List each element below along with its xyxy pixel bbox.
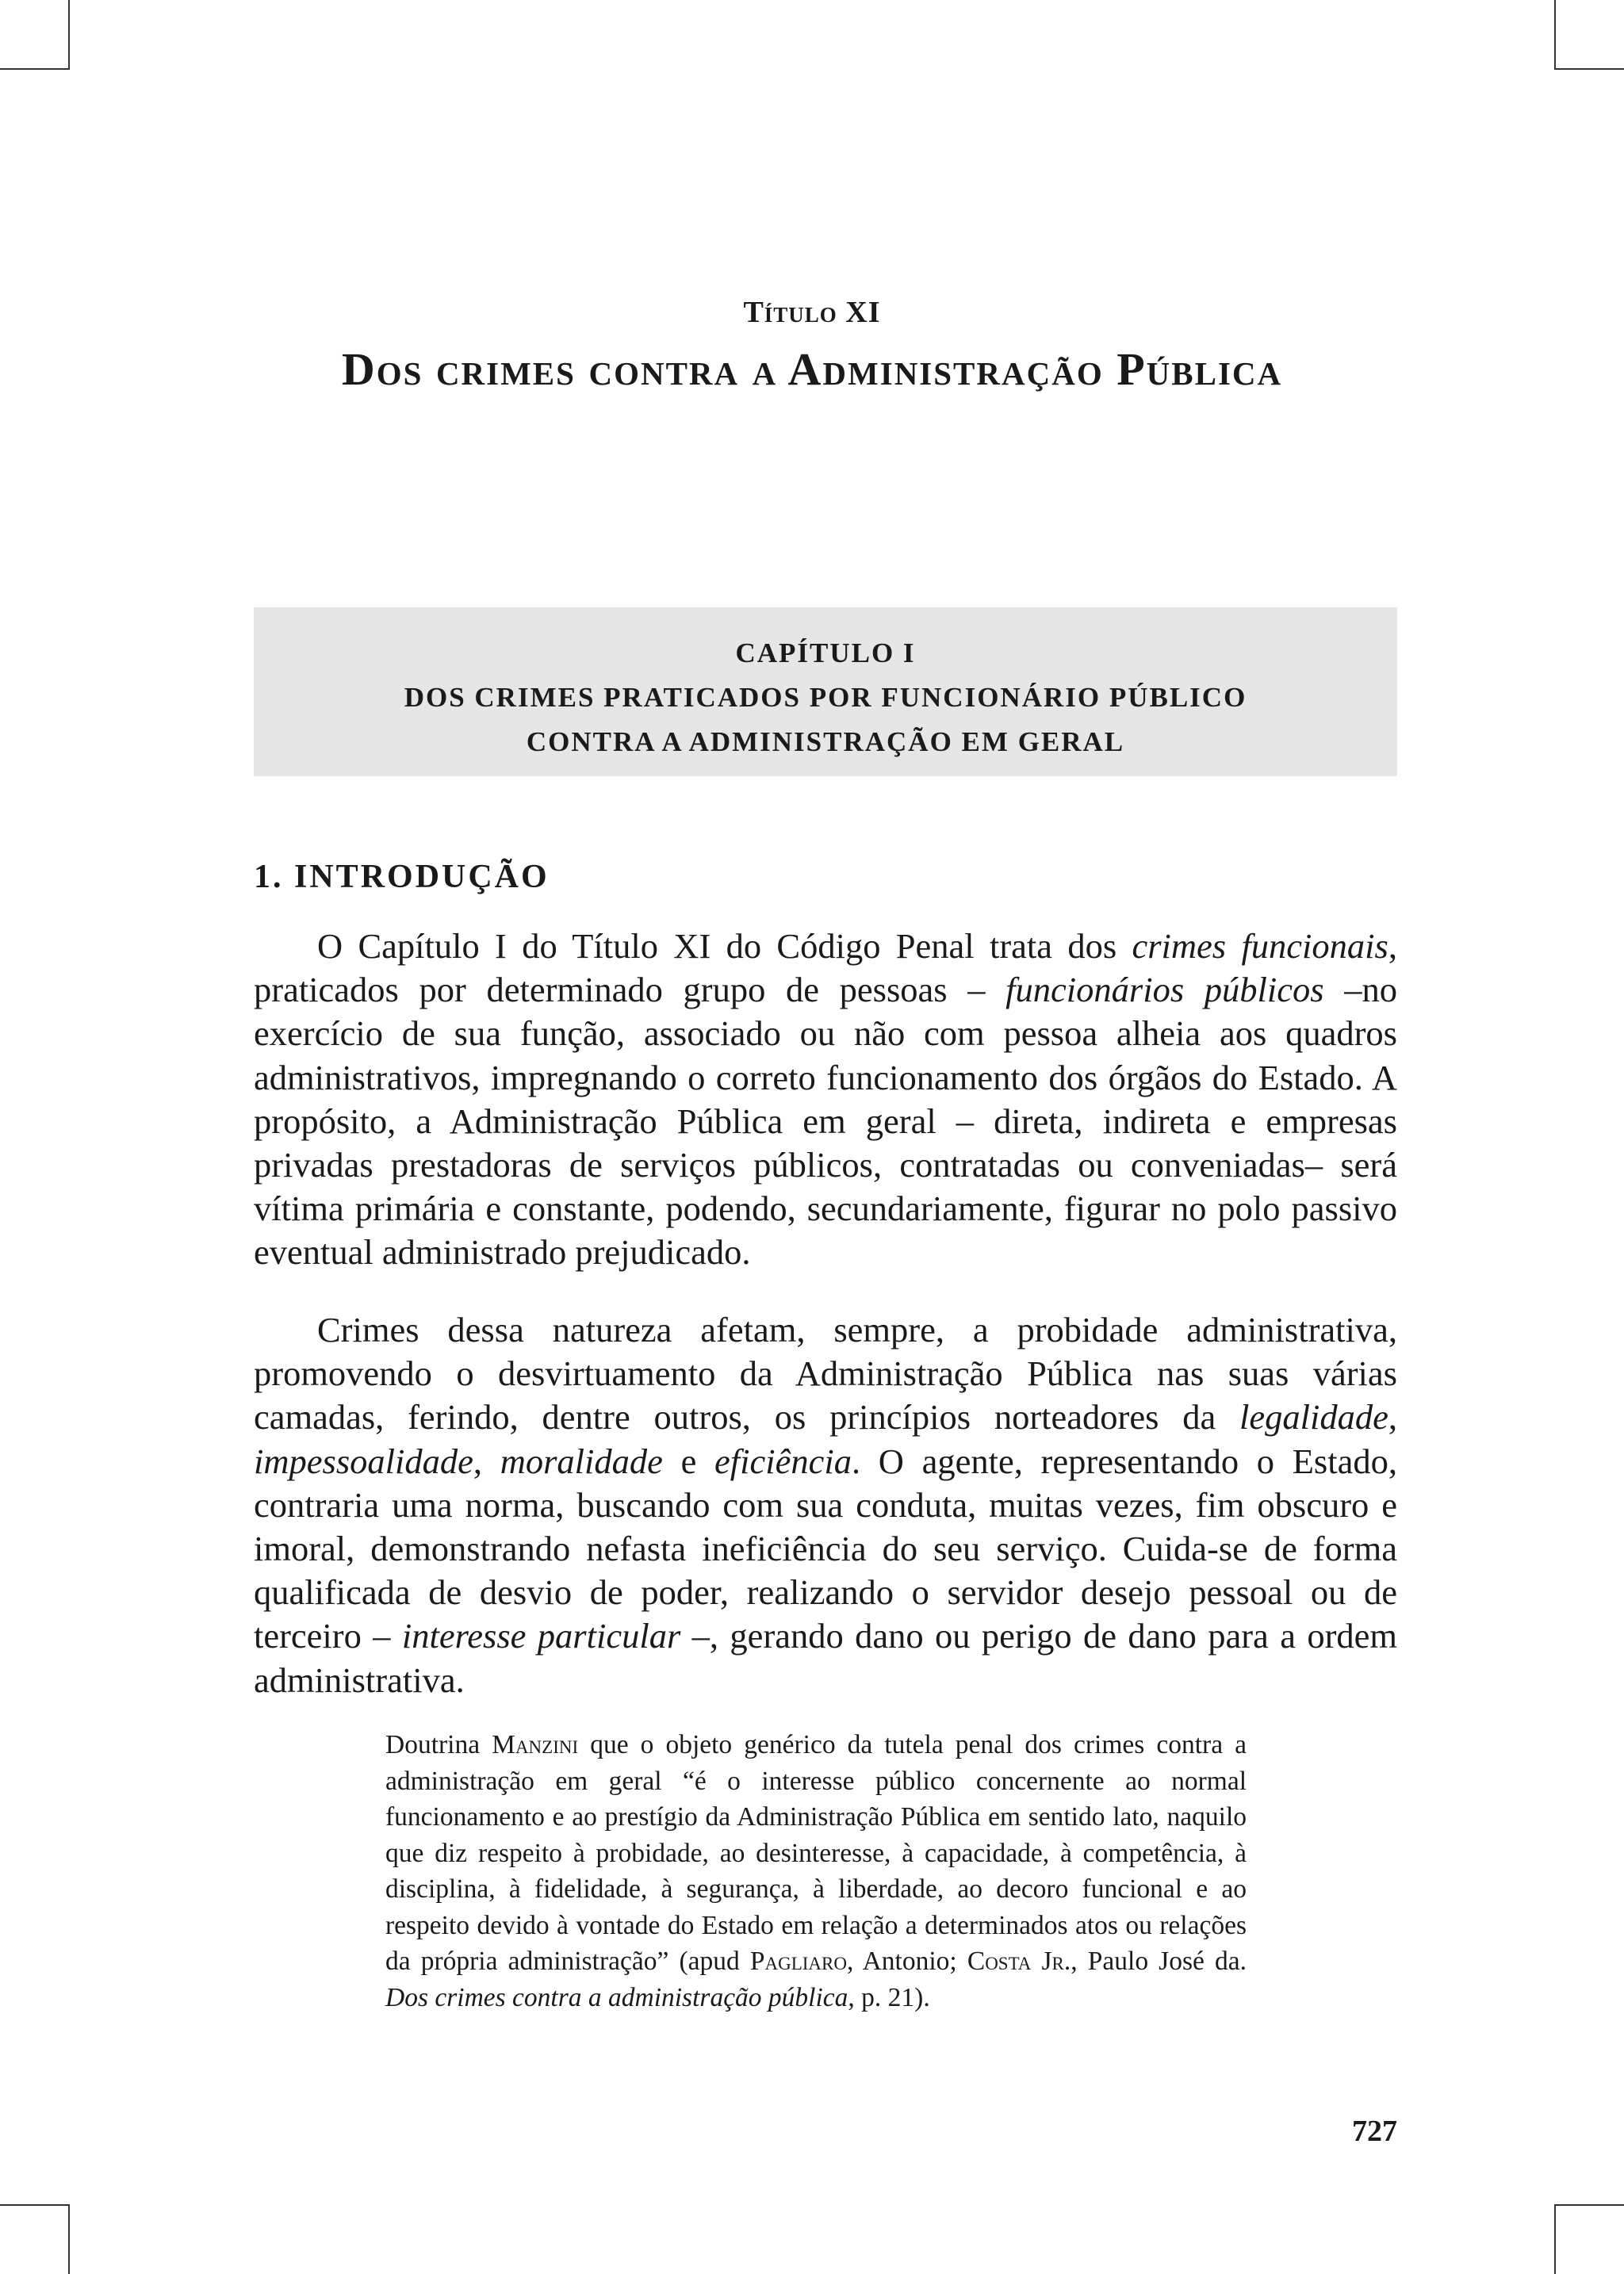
italic-term: moralidade	[500, 1441, 663, 1481]
text-span: que o objeto genérico da tutela penal dos crimes contra a administração em geral “é o interesse público concernente ao normal funcionamento e ao prestígio da Administração Pública em sentido lato, naquilo que diz respeito à probidade, ao desinteresse, à capacidade, à competência, à disciplina, à fidelidade, à segurança, à liberdade, ao decoro funcional e ao respeito devido à vontade do Estado em relação a determinados atos ou relações da própria administração” (apud	[385, 1730, 1247, 1976]
italic-term: impessoalidade	[254, 1441, 473, 1481]
page-number: 727	[1352, 2115, 1397, 2148]
section-heading: 1. INTRODUÇÃO	[254, 859, 550, 895]
italic-term: legalidade	[1239, 1397, 1388, 1438]
text-span: –no exercício de sua função, associado ou não com pessoa alheia aos quadros administrativos, impregnando o correto funcionamento dos órgãos do Estado. A propósito, a Administração Pública em geral – direta, indireta e empresas privadas prestadoras de serviços públicos, contratadas ou conveniadas– será vítima primária e constante, podendo, secundariamente, figurar no polo passivo eventual administrado prejudicado.	[254, 970, 1398, 1273]
text-span: , p. 21).	[848, 1982, 930, 2012]
text-span: , Antonio;	[846, 1947, 967, 1976]
book-title: Dos crimes contra a administração pública	[385, 1982, 848, 2012]
text-span: e	[662, 1441, 715, 1481]
italic-term: crimes funcionais	[1132, 926, 1388, 966]
intro-paragraph-2	[254, 1308, 1397, 1702]
crop-mark-bottom-left-vertical	[68, 2204, 70, 2274]
crop-mark-top-left-horizontal	[0, 68, 70, 70]
doctrine-quote	[385, 1727, 1247, 2016]
italic-term: interesse particular	[401, 1616, 681, 1656]
chapter-box	[254, 607, 1397, 776]
crop-mark-bottom-left-horizontal	[0, 2204, 70, 2206]
text-span: Crimes dessa natureza afetam, sempre, a probidade administrativa, promovendo o desvirtuamento da Administração Pública nas suas várias camadas, ferindo, dentre outros, os princípios norteadores da	[254, 1310, 1397, 1438]
title-label: Título XI	[743, 296, 881, 329]
chapter-title-line-2: CONTRA A ADMINISTRAÇÃO EM GERAL	[526, 726, 1125, 757]
text-span: . O agente, representando o Estado, contraria uma norma, buscando com sua conduta, muitas vezes, fim obscuro e imoral, demonstrando nefasta ineficiência do seu serviço. Cuida-se de forma qualificada de desvio de poder, realizando o servidor desejo pessoal ou de terceiro –	[254, 1441, 1397, 1656]
chapter-title-line-1: DOS CRIMES PRATICADOS POR FUNCIONÁRIO PÚBLICO	[404, 682, 1247, 713]
crop-mark-top-left-vertical	[68, 0, 70, 70]
author-name: Pagliaro	[749, 1947, 847, 1976]
text-span: ,	[1388, 1397, 1397, 1438]
crop-mark-bottom-right-horizontal	[1554, 2204, 1624, 2206]
text-span: , Paulo José da.	[1071, 1947, 1247, 1976]
author-name: Costa Jr.	[967, 1947, 1071, 1976]
text-span: , praticados por determinado grupo de pessoas –	[254, 926, 1397, 1010]
text-span: –, gerando dano ou perigo de dano para a ordem administrativa.	[254, 1616, 1398, 1700]
text-span: Doutrina	[385, 1730, 492, 1759]
title-name: Dos crimes contra a Administração Pública	[341, 343, 1283, 395]
crop-mark-top-right-vertical	[1554, 0, 1556, 70]
text-span: O Capítulo I do Título XI do Código Penal trata dos	[317, 926, 1132, 966]
italic-term: eficiência	[714, 1441, 852, 1481]
crop-mark-bottom-right-vertical	[1554, 2204, 1556, 2274]
italic-term: funcionários públicos	[1005, 970, 1324, 1010]
text-span: ,	[473, 1441, 500, 1481]
chapter-number: CAPÍTULO I	[735, 637, 916, 668]
crop-mark-top-right-horizontal	[1554, 68, 1624, 70]
intro-paragraph-1	[254, 925, 1397, 1275]
author-name: Manzini	[492, 1730, 579, 1759]
